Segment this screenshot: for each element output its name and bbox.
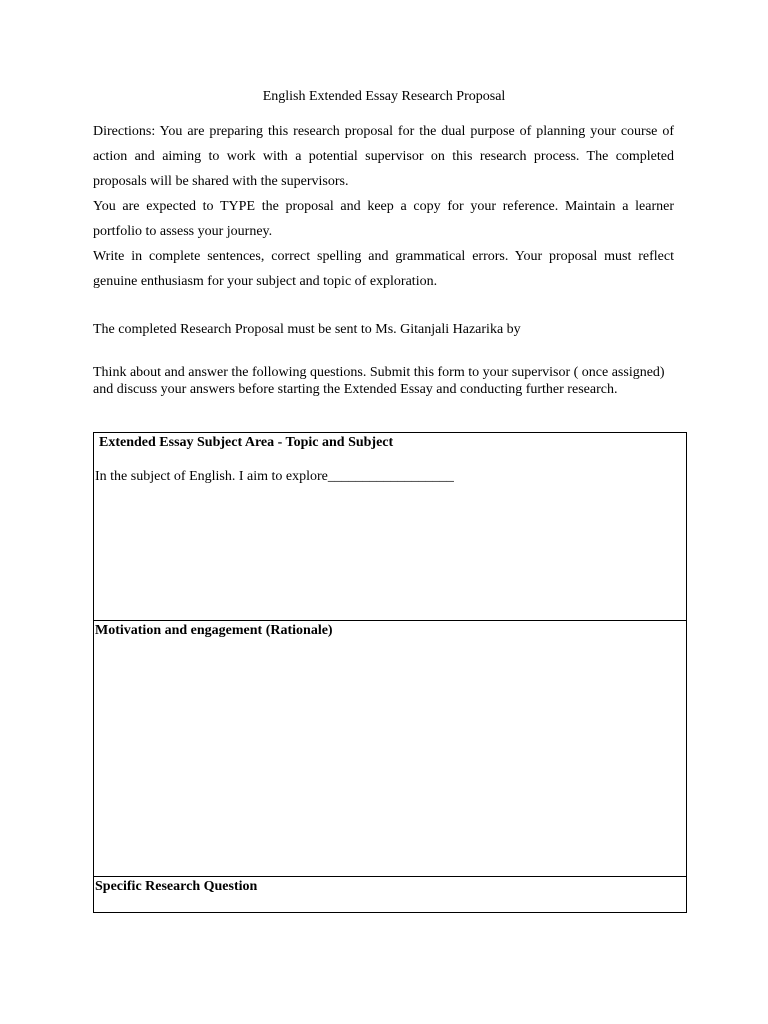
motivation-heading: Motivation and engagement (Rationale) bbox=[95, 623, 333, 638]
directions-paragraph-1: Directions: You are preparing this research proposal for the dual purpose of planning your course of action and aiming to work with a potential supervisor on this research process. The completed proposals will be shared with the supervisors. bbox=[93, 124, 674, 189]
directions-paragraph-3: Write in complete sentences, correct spelling and grammatical errors. Your proposal must reflect genuine enthusiasm for your subject and topic of exploration. bbox=[93, 249, 674, 289]
research-question-heading: Specific Research Question bbox=[95, 879, 258, 894]
form-cell-subject-area[interactable] bbox=[94, 433, 687, 621]
subject-area-heading: Extended Essay Subject Area - Topic and Subject bbox=[99, 435, 394, 450]
instructions-paragraph: Think about and answer the following questions. Submit this form to your supervisor ( once assigned) and discuss your answers before starting the Extended Essay and conducting further research. bbox=[93, 365, 665, 397]
form-cell-research-question[interactable] bbox=[94, 877, 687, 913]
form-cell-motivation[interactable] bbox=[94, 621, 687, 877]
subject-area-text: In the subject of English. I aim to explore__________________ bbox=[95, 469, 454, 484]
form-row-motivation bbox=[94, 621, 687, 877]
document-title: English Extended Essay Research Proposal bbox=[262, 89, 506, 104]
directions-paragraph-2: You are expected to TYPE the proposal and keep a copy for your reference. Maintain a learner portfolio to assess your journey. bbox=[93, 199, 674, 239]
form-row-research-question bbox=[94, 877, 687, 913]
proposal-form-table bbox=[93, 432, 687, 913]
directions-block bbox=[93, 119, 674, 294]
form-row-subject-area bbox=[94, 433, 687, 621]
submission-line: The completed Research Proposal must be sent to Ms. Gitanjali Hazarika by bbox=[93, 322, 521, 337]
